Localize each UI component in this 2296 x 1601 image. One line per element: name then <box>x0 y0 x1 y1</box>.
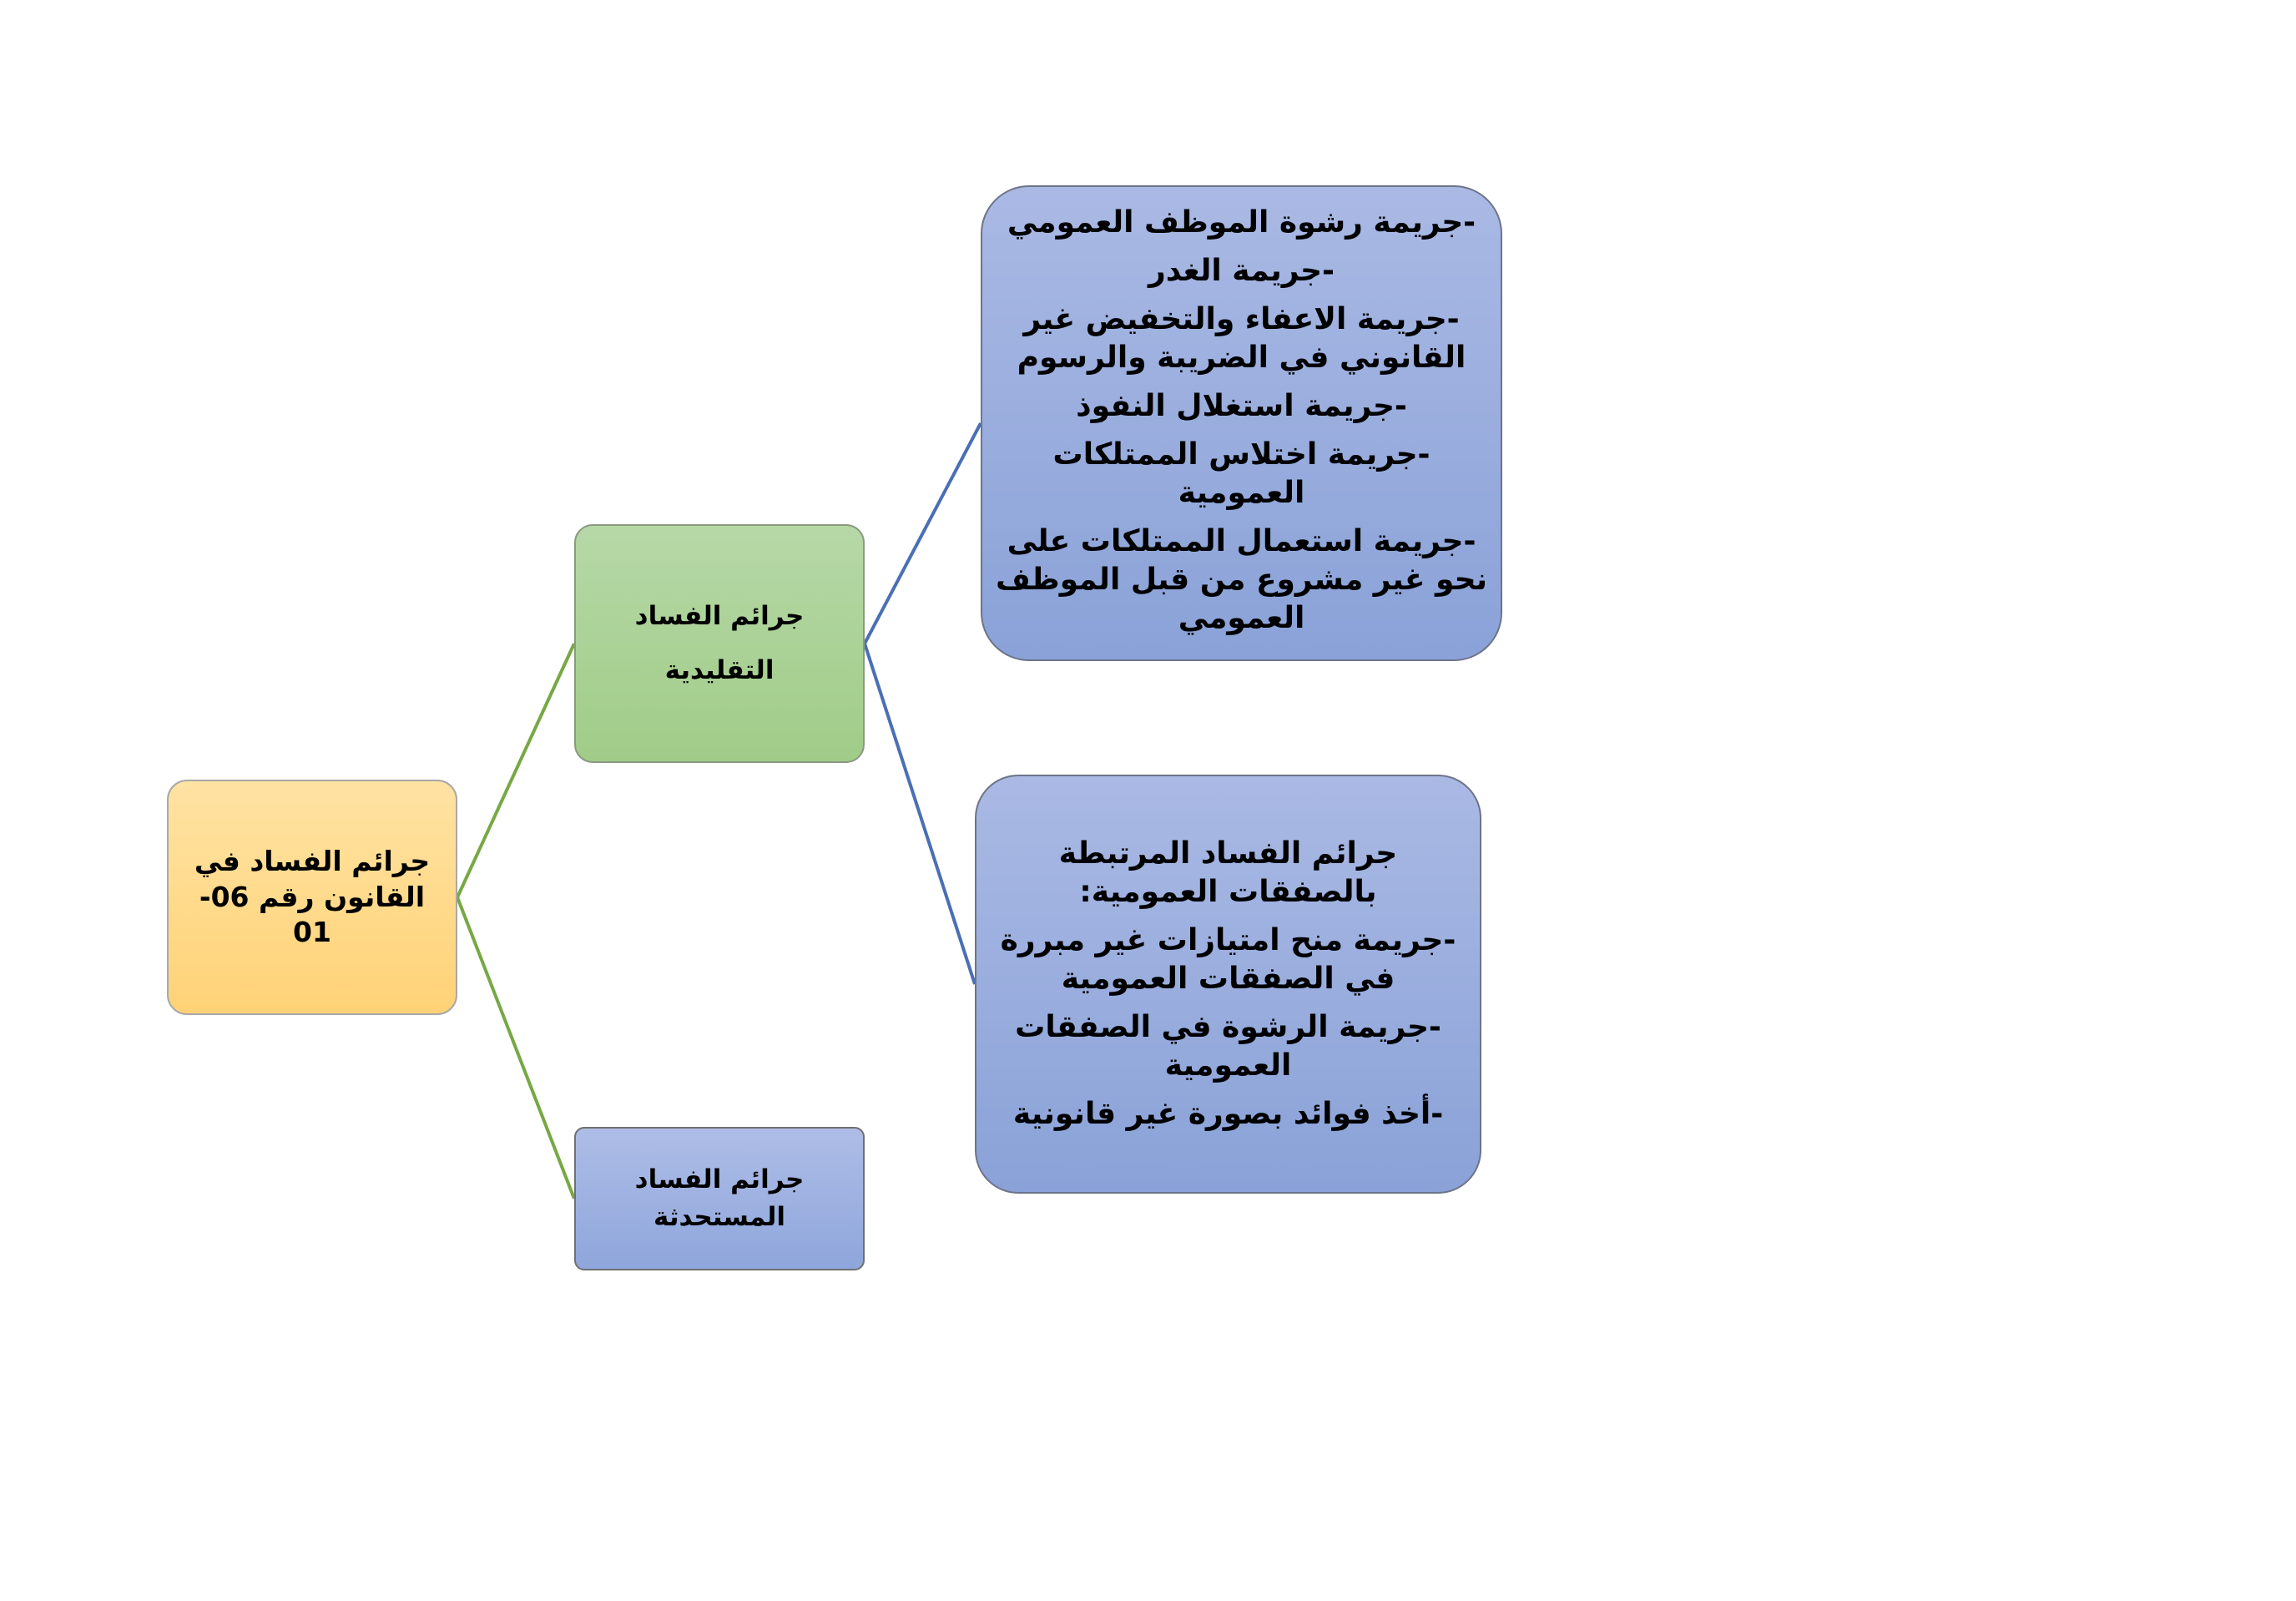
traditional-crimes-node <box>574 524 865 763</box>
list-item: -جريمة منح امتيازات غير مبررة في الصفقات العمومية <box>1000 922 1456 996</box>
list-item: -جريمة استعمال الممتلكات على نحو غير مشروع من قبل الموظف العمومي <box>995 524 1488 636</box>
connector-root-traditional <box>457 644 574 897</box>
public-deals-crimes-node <box>975 775 1481 1194</box>
list-item: -أخذ فوائد بصورة غير قانونية <box>1012 1097 1444 1132</box>
list-item: -جريمة اختلاس الممتلكات العمومية <box>1052 437 1431 511</box>
list-item: -جريمة الاعفاء والتخفيض غير القانوني في الضريبة والرسوم <box>1017 301 1466 375</box>
connector-root-new <box>457 897 574 1199</box>
traditional-crimes-list-node <box>981 185 1502 661</box>
list-item: -جريمة الرشوة في الصفقات العمومية <box>1015 1010 1441 1083</box>
connector-traditional-public-deals <box>865 644 975 984</box>
list-item: -جريمة رشوة الموظف العمومي <box>1007 205 1476 240</box>
public-deals-heading: جرائم الفساد المرتبطة بالصفقات العمومية: <box>1058 836 1398 909</box>
root-node <box>167 780 457 1015</box>
traditional-label-line1: جرائم الفساد <box>634 600 805 631</box>
root-label: جرائم الفساد في القانون رقم 06-01 <box>194 844 431 949</box>
new-crimes-label: جرائم الفساد المستحدثة <box>634 1164 805 1232</box>
list-item: -جريمة استغلال النفوذ <box>1076 388 1407 423</box>
traditional-label-line2: التقليدية <box>664 655 775 685</box>
list-item: -جريمة الغدر <box>1148 253 1335 288</box>
connector-traditional-list <box>865 423 981 644</box>
new-crimes-node <box>574 1127 865 1270</box>
